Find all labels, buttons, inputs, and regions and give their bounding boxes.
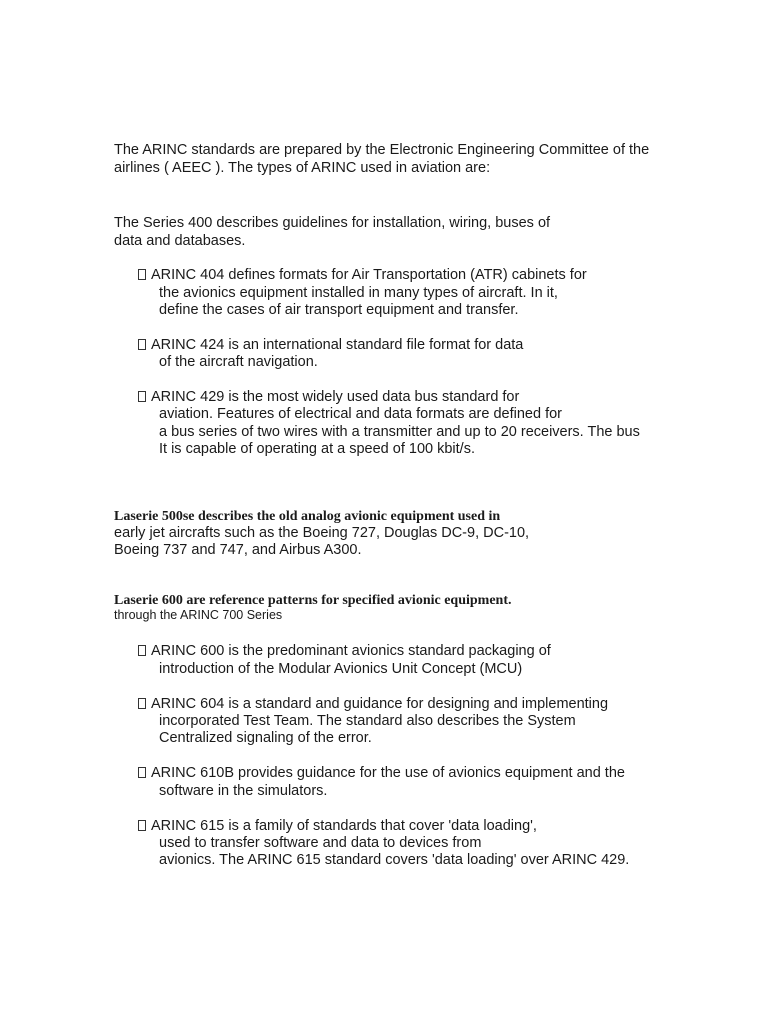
bullet-arinc604-line-3: Centralized signaling of the error. — [159, 730, 372, 746]
bullet-arinc424-line-1: ARINC 424 is an international standard file format for data — [138, 337, 523, 354]
bullet-arinc600-line-2: introduction of the Modular Avionics Unit Concept (MCU) — [159, 661, 523, 677]
bullet-arinc610b-line-1: ARINC 610B provides guidance for the use of avionics equipment and the — [138, 765, 625, 782]
bullet-arinc604-line-1: ARINC 604 is a standard and guidance for designing and implementing — [138, 696, 608, 713]
bullet-arinc429-line-1: ARINC 429 is the most widely used data bus standard for — [138, 389, 519, 406]
bullet-arinc615-line-3: avionics. The ARINC 615 standard covers 'data loading' over ARINC 429. — [159, 852, 630, 868]
bullet-arinc429-line-2: aviation. Features of electrical and data formats are defined for — [159, 406, 562, 422]
bullet-arinc429-line-4: It is capable of operating at a speed of 100 kbit/s. — [159, 441, 475, 457]
series600-line-2: through the ARINC 700 Series — [114, 608, 283, 622]
bullet-arinc604-line-2: incorporated Test Team. The standard also describes the System — [159, 713, 576, 729]
bullet-box-icon — [138, 269, 146, 280]
bullet-arinc600-line-1: ARINC 600 is the predominant avionics standard packaging of — [138, 643, 551, 660]
bullet-box-icon — [138, 767, 146, 778]
series500-line-2: early jet aircrafts such as the Boeing 727, Douglas DC-9, DC-10, — [114, 525, 530, 541]
series500-line-3: Boeing 737 and 747, and Airbus A300. — [114, 542, 362, 558]
bullet-arinc429-line-3: a bus series of two wires with a transmitter and up to 20 receivers. The bus — [159, 424, 640, 440]
series400-line-1: The Series 400 describes guidelines for installation, wiring, buses of — [114, 215, 551, 231]
intro-line-2: airlines ( AEEC ). The types of ARINC used in aviation are: — [114, 160, 491, 176]
bullet-arinc404-line-1: ARINC 404 defines formats for Air Transportation (ATR) cabinets for — [138, 267, 587, 284]
bullet-box-icon — [138, 645, 146, 656]
bullet-box-icon — [138, 698, 146, 709]
bullet-arinc610b-line-2: software in the simulators. — [159, 783, 328, 799]
series400-line-2: data and databases. — [114, 233, 246, 249]
bullet-arinc615-line-1: ARINC 615 is a family of standards that cover 'data loading', — [138, 818, 537, 835]
bullet-box-icon — [138, 391, 146, 402]
series600-heading: Laserie 600 are reference patterns for specified avionic equipment. — [114, 593, 512, 608]
bullet-box-icon — [138, 820, 146, 831]
bullet-arinc404-line-2: the avionics equipment installed in many types of aircraft. In it, — [159, 285, 558, 301]
intro-line-1: The ARINC standards are prepared by the Electronic Engineering Committee of the — [114, 142, 650, 158]
bullet-arinc404-line-3: define the cases of air transport equipment and transfer. — [159, 302, 519, 318]
series500-heading: Laserie 500se describes the old analog avionic equipment used in — [114, 509, 501, 524]
bullet-arinc615-line-2: used to transfer software and data to devices from — [159, 835, 482, 851]
bullet-arinc424-line-2: of the aircraft navigation. — [159, 354, 318, 370]
bullet-box-icon — [138, 339, 146, 350]
